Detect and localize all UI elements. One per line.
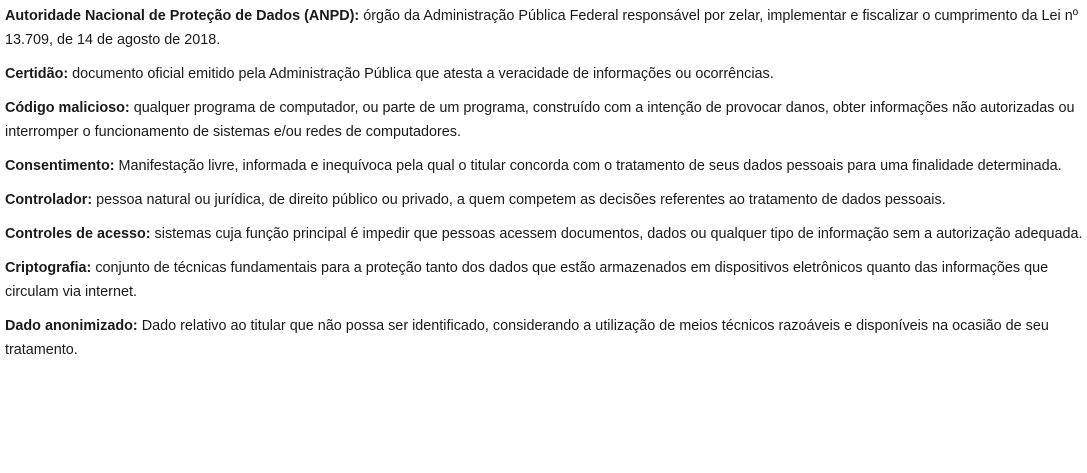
glossary-term: Criptografia: [5,260,92,276]
glossary-definition: órgão da Administração Pública Federal responsável por zelar, implementar e fiscalizar o cumprimento da Lei nº 13.709, de 14 de agosto de 2018. [5,8,1078,48]
glossary-definition: sistemas cuja função principal é impedir que pessoas acessem documentos, dados ou qualquer tipo de informação sem a autorização adequada. [150,226,1083,242]
glossary-term: Controles de acesso: [5,226,151,242]
glossary-entry-controles-de-acesso [5,222,1083,246]
glossary-entry-certidao [5,62,1083,86]
glossary-term: Dado anonimizado: [5,318,138,334]
glossary-definition: Manifestação livre, informada e inequívoca pela qual o titular concorda com o tratamento de seus dados pessoais para uma finalidade determinada. [114,158,1062,174]
glossary-term: Autoridade Nacional de Proteção de Dados (ANPD): [5,8,360,24]
glossary-term: Controlador: [5,192,93,208]
glossary-entry-controlador [5,188,1083,212]
glossary-entry-consentimento [5,154,1083,178]
glossary-definition: conjunto de técnicas fundamentais para a proteção tanto dos dados que estão armazenados em dispositivos eletrônicos quanto das informações que circulam via internet. [5,260,1049,300]
glossary-entry-codigo-malicioso [5,96,1083,144]
glossary-definition: qualquer programa de computador, ou parte de um programa, construído com a intenção de provocar danos, obter informações não autorizadas ou interromper o funcionamento de sistemas e/ou redes de computadores. [5,100,1075,140]
glossary-definition: pessoa natural ou jurídica, de direito público ou privado, a quem competem as decisões referentes ao tratamento de dados pessoais. [92,192,946,208]
glossary-definition: documento oficial emitido pela Administração Pública que atesta a veracidade de informações ou ocorrências. [68,66,774,82]
glossary-entry-dado-anonimizado [5,314,1083,362]
glossary-definition: Dado relativo ao titular que não possa ser identificado, considerando a utilização de meios técnicos razoáveis e disponíveis na ocasião de seu tratamento. [5,318,1049,358]
glossary-term: Certidão: [5,66,69,82]
glossary-entry-criptografia [5,256,1083,304]
glossary-term: Código malicioso: [5,100,130,116]
glossary-entry-anpd [5,4,1083,52]
glossary-term: Consentimento: [5,158,115,174]
